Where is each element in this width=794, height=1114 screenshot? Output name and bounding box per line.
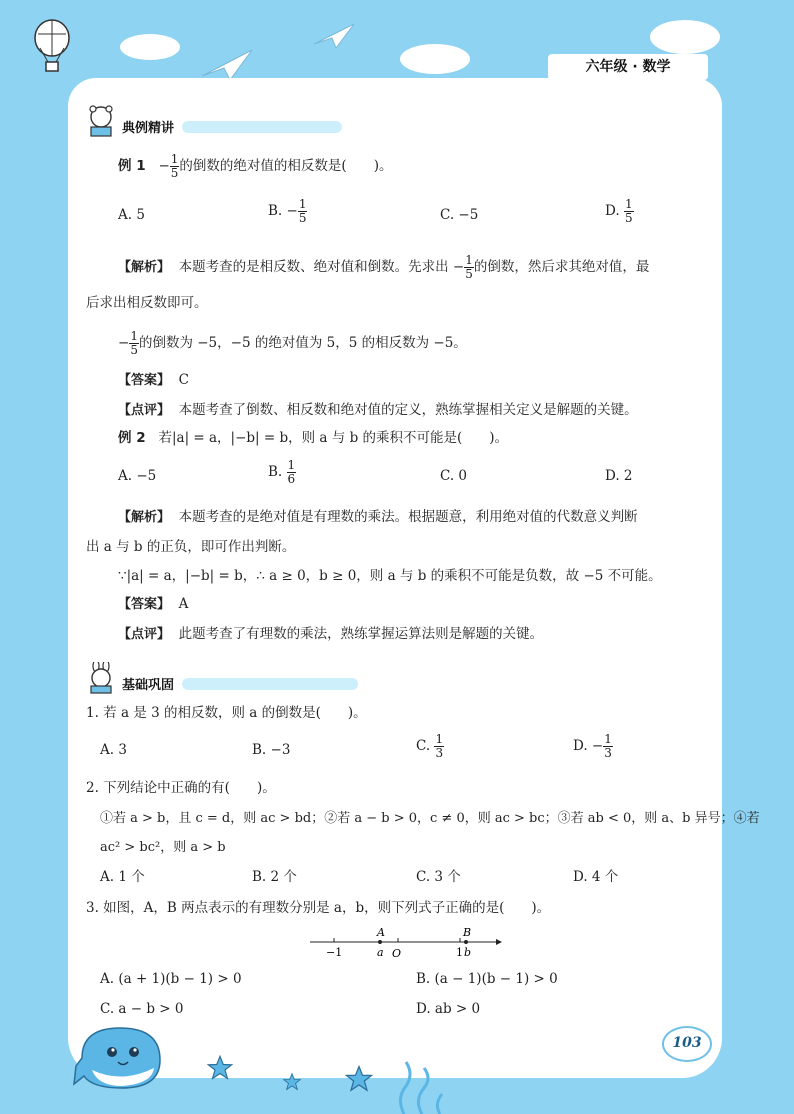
question2-statements-line1: ①若 a > b，且 c = d，则 ac > bd；②若 a − b > 0，c ≠ 0，则 ac > bc；③若 ab < 0，则 a、b 异号；④若 [100,811,760,826]
hot-air-balloon-icon [30,18,74,74]
point-label-a-lower: a [377,946,384,959]
point-label-a-upper: A [377,926,385,939]
example2-stem: 例 2 若|a| = a，|−b| = b，则 a 与 b 的乘积不可能是( )。 [118,430,509,446]
example1-review: 【点评】 本题考查了倒数、相反数和绝对值的定义，熟练掌握相关定义是解题的关键。 [118,402,638,418]
paper-plane-icon [200,46,254,82]
example2-option-a: A. −5 [118,468,157,484]
starfish-icon [344,1064,374,1094]
grade-subject-tab: 六年级 · 数学 [548,54,708,80]
section-underline [182,678,358,690]
question3-option-b: B. (a − 1)(b − 1) > 0 [416,971,558,987]
question3-option-d: D. ab > 0 [416,1001,481,1017]
page-number: 103 [662,1026,712,1062]
example2-option-b: B. $\frac{1}{6}$ [268,458,296,486]
section-title: 基础巩固 [122,678,175,693]
starfish-icon [206,1054,234,1082]
question2-option-c: C. 3 个 [416,869,461,885]
question1-option-d: D. − $\frac{1}{3}$ [573,732,612,760]
question1-option-a: A. 3 [100,742,127,758]
axis-label-one: 1 [456,946,463,959]
question2-statements-line2: ac² > bc²，则 a > b [100,840,226,855]
example2-review: 【点评】 此题考查了有理数的乘法，熟练掌握运算法则是解题的关键。 [118,626,544,642]
question1-option-b: B. −3 [252,742,291,758]
section-title: 典例精讲 [122,121,175,136]
starfish-icon [282,1072,302,1092]
example1-option-a: A. 5 [118,207,145,223]
example1-option-d: D. $\frac{1}{5}$ [605,197,633,225]
example1-answer: 【答案】 C [118,372,189,388]
example2-calculation: ∵|a| = a，|−b| = b，∴ a ≥ 0，b ≥ 0，则 a 与 b 的乘积不可能是负数，故 −5 不可能。 [118,568,662,584]
point-label-b-upper: B [463,926,472,939]
example2-option-d: D. 2 [605,468,633,484]
fraction: $\frac{1}{5}$ [170,152,179,180]
example1-analysis-line1: 【解析】 本题考查的是相反数、绝对值和倒数。先求出 − $\frac{1}{5}$ 的倒数，然后求其绝对值，最 [118,253,650,281]
question1-stem: 1. 若 a 是 3 的相反数，则 a 的倒数是( )。 [86,705,367,721]
example2-option-c: C. 0 [440,468,468,484]
example2-analysis-line2: 出 a 与 b 的正负，即可作出判断。 [86,539,296,555]
question1-option-c: C. $\frac{1}{3}$ [416,732,444,760]
example1-option-c: C. −5 [440,207,479,223]
point-label-b-lower: b [464,946,472,959]
question3-stem: 3. 如图，A，B 两点表示的有理数分别是 a，b，则下列式子正确的是( )。 [86,900,551,916]
section-underline [182,121,342,133]
question2-option-d: D. 4 个 [573,869,619,885]
paper-plane-icon [312,20,356,50]
question3-option-c: C. a − b > 0 [100,1001,184,1017]
question3-option-a: A. (a + 1)(b − 1) > 0 [100,971,242,987]
cloud-decoration [650,20,720,54]
number-line-figure [306,924,506,964]
seaweed-icon [394,1060,454,1114]
question2-option-b: B. 2 个 [252,869,297,885]
question2-stem: 2. 下列结论中正确的有( )。 [86,780,276,796]
section-header-basic [86,672,386,694]
example1-option-b: B. − $\frac{1}{5}$ [268,197,307,225]
whale-icon [72,1018,182,1100]
axis-label-origin: O [392,947,402,960]
section-header-example [86,115,386,137]
example1-calculation: − $\frac{1}{5}$ 的倒数为 −5，−5 的绝对值为 5，5 的相反数为 −5。 [118,329,467,357]
question2-option-a: A. 1 个 [100,869,145,885]
axis-label-minus-one: −1 [326,946,343,959]
example2-analysis-line1: 【解析】 本题考查的是绝对值是有理数的乘法。根据题意，利用绝对值的代数意义判断 [118,509,638,525]
cloud-decoration [400,44,470,74]
example1-stem: 例 1 − $\frac{1}{5}$ 的倒数的绝对值的相反数是( )。 [118,152,393,180]
bear-mascot-icon [86,105,116,137]
rabbit-mascot-icon [86,662,116,694]
example2-answer: 【答案】 A [118,596,189,612]
cloud-decoration [120,34,180,60]
example1-analysis-line2: 后求出相反数即可。 [86,295,208,311]
